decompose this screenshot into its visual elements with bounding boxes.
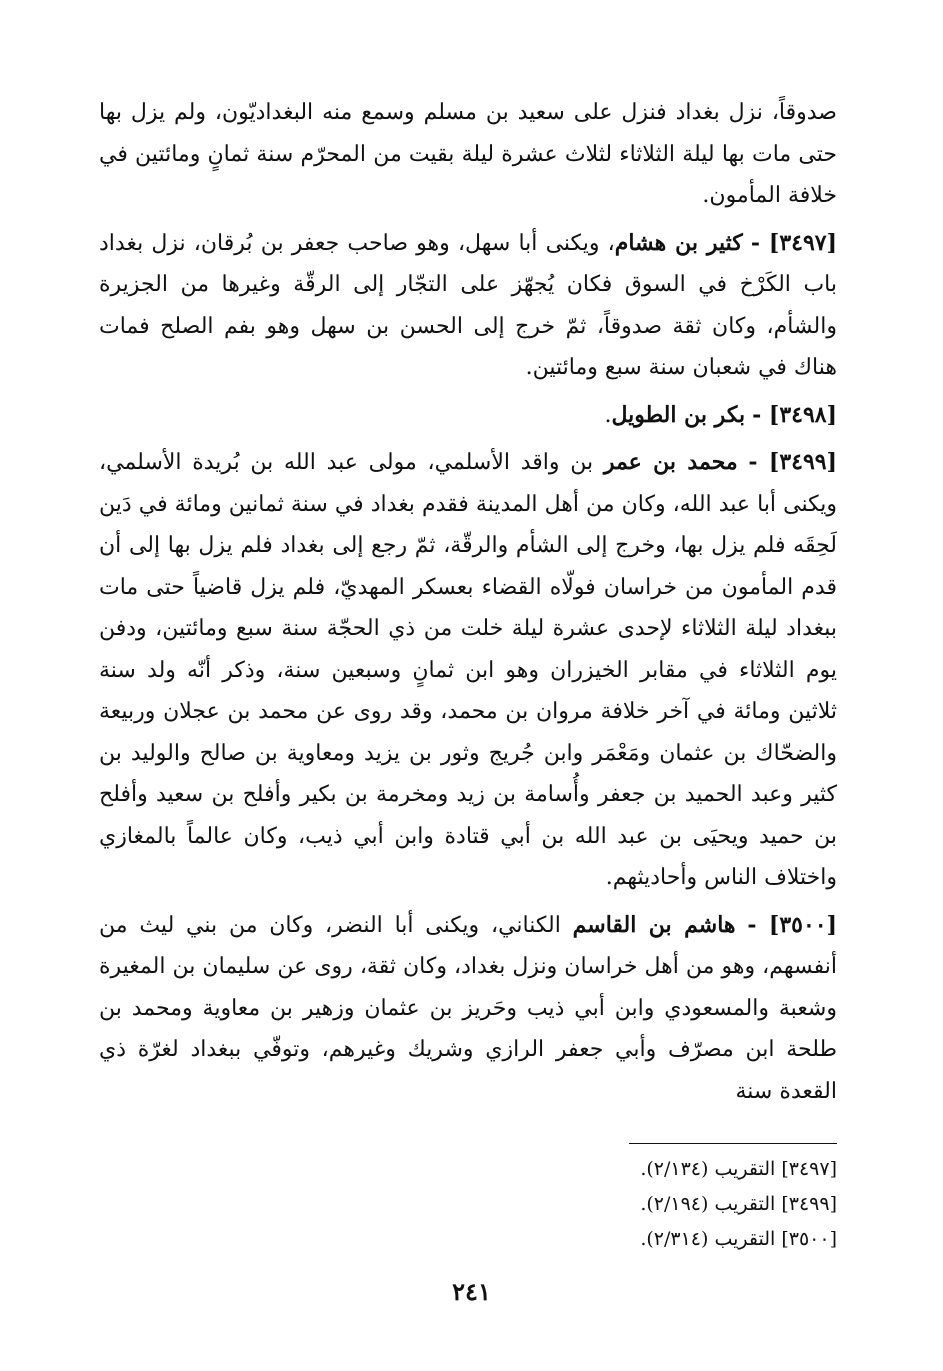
entry-number: [٣٤٩٧] -: [750, 229, 837, 256]
footnotes: [337, 1152, 837, 1257]
entry-3497: [99, 223, 837, 389]
entry-name: كثير بن هشام: [614, 229, 743, 256]
entry-text: الكناني، ويكنى أبا النضر، وكان من بني ليث من أنفسهم، وهو من أهل خراسان ونزل بغداد، وكان ثقة، روى عن سليمان بن المغيرة وشعبة والمسعودي وابن أبي ذيب وحَريز بن عثمان وزهير بن معاوية ومحمد بن طلحة ابن مصرّف وأبي جعفر الرازي وشريك وغيرهم، وتوفّي ببغداد لغرّة ذي القعدة سنة: [99, 912, 837, 1104]
page-number: ٢٤١: [452, 1277, 491, 1306]
entry-name: هاشم بن القاسم: [572, 911, 736, 938]
entry-3499: [99, 442, 837, 899]
footnote-3500: [٣٥٠٠] التقريب (٢/٣١٤).: [640, 1228, 837, 1250]
entry-text: ، ويكنى أبا سهل، وهو صاحب جعفر بن بُرقان، نزل بغداد باب الكَرْخ في السوق فكان يُجهّز على التجّار إلى الرقّة وغيرها من الجزيرة والشأم، وكان ثقة صدوقاً، ثمّ خرج إلى الحسن بن سهل وهو بفم الصلح فمات هناك في شعبان سنة سبع ومائتين.: [99, 230, 837, 380]
footnote-3499: [٣٤٩٩] التقريب (٢/١٩٤).: [640, 1193, 837, 1215]
entry-number: [٣٤٩٨] -: [752, 401, 837, 428]
entry-number: [٣٥٠٠] -: [747, 911, 837, 938]
entry-3498: [99, 395, 837, 437]
entry-text: .: [604, 402, 612, 428]
entry-name: محمد بن عمر: [603, 449, 738, 475]
entry-number: [٣٤٩٩] -: [748, 449, 838, 475]
entry-text: بن واقد الأسلمي، مولى عبد الله بن بُريدة الأسلمي، ويكنى أبا عبد الله، وكان من أهل المدينة فقدم بغداد في سنة ثمانين ومائة في دَين لَحِقَه فلم يزل بها، وخرج إلى الشأم والرقّة، ثمّ رجع إلى بغداد فلم يزل بها إلى أن قدم المأمون من خراسان فولّاه القضاء بعسكر المهديّ، فلم يزل قاضياً حتى مات ببغداد ليلة الثلاثاء لإحدى عشرة ليلة خلت من ذي الحجّة سنة سبع ومائتين، ودفن يوم الثلاثاء في مقابر الخيزران وهو ابن ثمانٍ وسبعين سنة، وذكر أنّه ولد سنة ثلاثين ومائة في آخر خلافة مروان بن محمد، وقد روى عن محمد بن عجلان وربيعة والضحّاك بن عثمان ومَعْمَر وابن جُريج وثور بن يزيد ومعاوية بن صالح والوليد بن كثير وعبد الحميد بن جعفر وأُسامة بن زيد ومخرمة بن بكير وأفلح بن سعيد وأفلح بن حميد ويحيَى بن عبد الله بن أبي قتادة وابن أبي ذيب، وكان عالماً بالمغازي واختلاف الناس وأحاديثهم.: [99, 450, 837, 890]
intro-paragraph: صدوقاً، نزل بغداد فنزل على سعيد بن مسلم وسمع منه البغداديّون، ولم يزل بها حتى مات بها ليلة الثلاثاء لثلاث عشرة ليلة بقيت من المحرّم سنة ثمانٍ ومائتين في خلافة المأمون.: [99, 100, 837, 208]
main-text: [99, 92, 837, 1118]
entry-3500: [99, 905, 837, 1113]
footnote-3497: [٣٤٩٧] التقريب (٢/١٣٤).: [640, 1158, 837, 1180]
footnote-divider: [629, 1143, 837, 1144]
entry-name: بكر بن الطويل: [611, 401, 746, 428]
